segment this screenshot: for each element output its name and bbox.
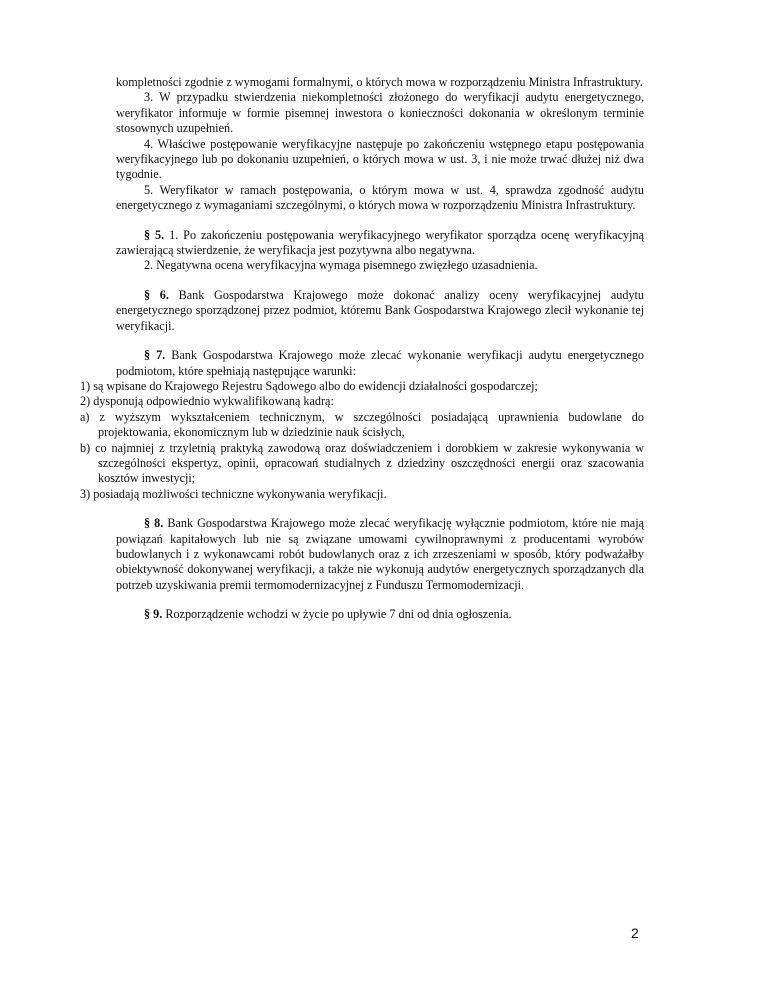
section-7 (116, 348, 644, 379)
section-7-item-a: a) z wyższym wykształceniem technicznym, w szczególności posiadającą uprawnienia budowlane do projektowania, ekonomicznym lub w dziedzinie nauk ścisłych, (80, 409, 644, 440)
section-7-item-2: 2) dysponują odpowiednio wykwalifikowaną kadrą: (80, 394, 334, 409)
document-body (80, 75, 645, 623)
section-7-text: Bank Gospodarstwa Krajowego może zlecać wykonanie weryfikacji audytu energetycznego podmiotom, które spełniają następujące warunki: (116, 348, 644, 378)
section-6-label: § 6. (144, 287, 169, 302)
section-5-paragraph-1 (116, 228, 644, 259)
section-5-text-1: 1. Po zakończeniu postępowania weryfikacyjnego weryfikator sporządza ocenę weryfikacyjną zawierającą stwierdzenie, że weryfikacja jest pozytywna albo negatywna. (116, 227, 645, 258)
section-8 (116, 516, 644, 593)
section-7-item-b: b) co najmniej z trzyletnią praktyką zawodową oraz doświadczeniem i dorobkiem w zakresie wykonywania w szczególności ekspertyz, opinii, opracowań studialnych z dziedziny oszczędności energii oraz szacowania kosztów inwestycji; (80, 440, 644, 486)
section-7-item-3: 3) posiadają możliwości techniczne wykonywania weryfikacji. (80, 486, 387, 501)
paragraph-4-3: 3. W przypadku stwierdzenia niekompletności złożonego do weryfikacji audytu energetycznego, weryfikator informuje w formie pisemnej inwestora o konieczności dokonania w określonym terminie stosownych uzupełnień. (116, 90, 644, 136)
section-6 (116, 288, 644, 334)
section-5-paragraph-2: 2. Negatywna ocena weryfikacyjna wymaga pisemnego zwięzłego uzasadnienia. (144, 258, 538, 273)
paragraph-4-5: 5. Weryfikator w ramach postępowania, o którym mowa w ust. 4, sprawdza zgodność audytu energetycznego z wymaganiami szczególnymi, o których mowa w rozporządzeniu Ministra Infrastruktury. (116, 182, 644, 213)
section-7-item-1: 1) są wpisane do Krajowego Rejestru Sądowego albo do ewidencji działalności gospodarczej; (80, 378, 538, 393)
section-9-label: § 9. (144, 607, 163, 622)
page-number: 2 (631, 925, 639, 941)
section-6-text: Bank Gospodarstwa Krajowego może dokonać analizy oceny weryfikacyjnej audytu energetycznego sporządzonej przez podmiot, któremu Bank Gospodarstwa Krajowego zlecił wykonanie tej weryfikacji. (116, 287, 645, 333)
section-5-label: § 5. (144, 227, 165, 242)
section-9-text: Rozporządzenie wchodzi w życie po upływie 7 dni od dnia ogłoszenia. (162, 607, 512, 622)
paragraph-continuation: kompletności zgodnie z wymogami formalnymi, o których mowa w rozporządzeniu Ministra Infrastruktury. (116, 75, 643, 89)
section-7-label: § 7. (144, 348, 166, 363)
section-8-label: § 8. (144, 516, 164, 531)
section-8-text: Bank Gospodarstwa Krajowego może zlecać weryfikację wyłącznie podmiotom, które nie mają powiązań kapitałowych lub nie są związane umowami cywilnoprawnymi z producentami wyrobów budowlanych i z wykonawcami robót budowlanych oraz z ich zrzeszeniami w sposób, który podważałby obiektywność dokonywanej weryfikacji, a także nie wykonują audytów energetycznych sporządzanych dla potrzeb uzyskiwania premii termomodernizacyjnej z Funduszu Termomodernizacji. (116, 516, 644, 592)
section-9 (116, 607, 644, 622)
paragraph-4-4: 4. Właściwe postępowanie weryfikacyjne następuje po zakończeniu wstępnego etapu postępowania weryfikacyjnego lub po dokonaniu uzupełnień, o których mowa w ust. 3, i nie może trwać dłużej niż dwa tygodnie. (116, 136, 644, 182)
